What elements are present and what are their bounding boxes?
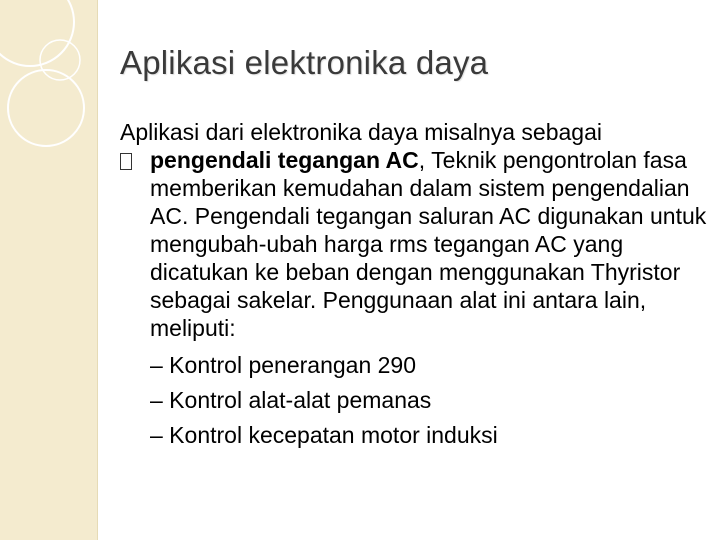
bullet-text: , Teknik pengontrolan fasa memberikan kemudahan dalam sistem pengendalian AC. Pengendali tegangan saluran AC digunakan untuk mengubah-ubah harga rms tegangan AC yang dicatukan ke beban dengan menggunakan Thyristor sebagai sakelar. Penggunaan alat ini antara lain, meliputi: [150, 147, 707, 341]
sub-list-item: – Kontrol penerangan 290 [150, 352, 416, 378]
bullet-marker-icon [120, 146, 150, 174]
slide-body [120, 118, 720, 453]
sub-list [120, 348, 720, 453]
intro-text: Aplikasi dari elektronika daya misalnya sebagai [120, 119, 602, 145]
bullet-bold-text: pengendali tegangan AC [150, 147, 419, 173]
decorative-circles [0, 0, 97, 540]
sub-list-item: – Kontrol alat-alat pemanas [150, 387, 432, 413]
sub-list-item: – Kontrol kecepatan motor induksi [150, 422, 498, 448]
decorative-side-band [0, 0, 97, 540]
bullet-item [120, 146, 720, 342]
side-divider [97, 0, 98, 540]
slide-title: Aplikasi elektronika daya [120, 44, 489, 81]
